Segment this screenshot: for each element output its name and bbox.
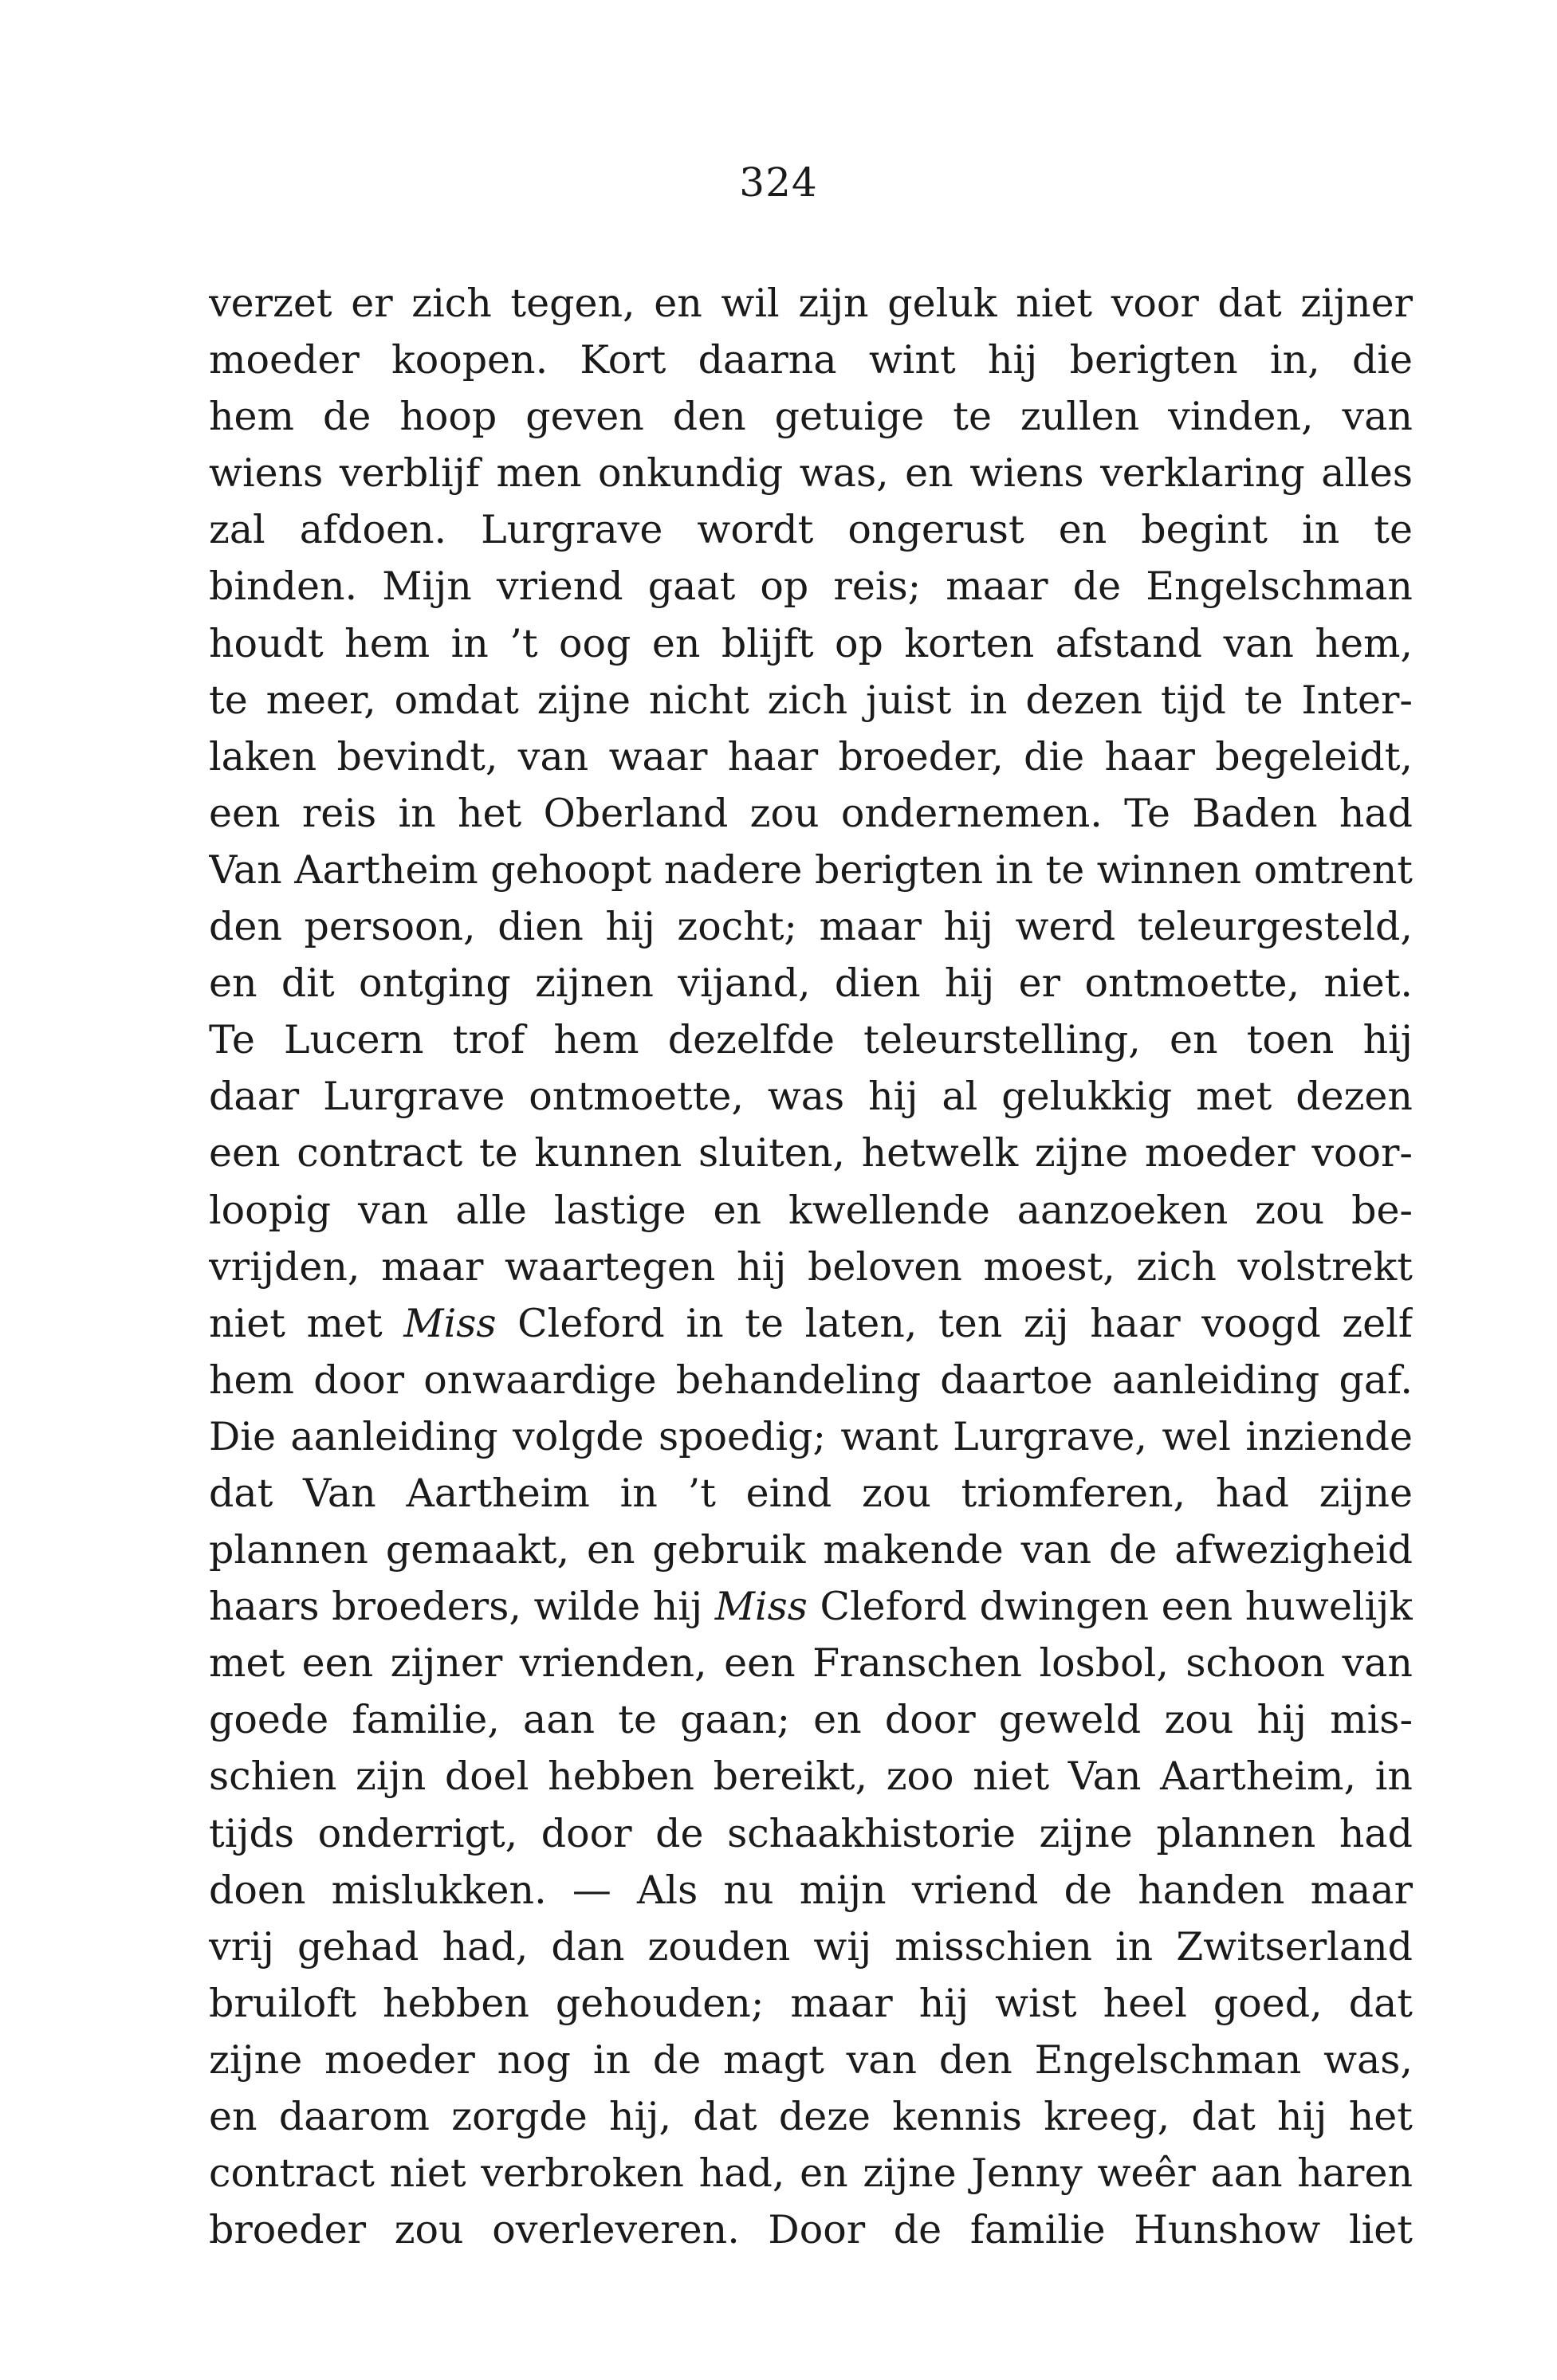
text-line: contract niet verbroken had, en zijne Jenny weêr aan haren <box>209 2150 1413 2197</box>
text-line: wiens verblijf men onkundig was, en wiens verklaring alles <box>209 450 1413 497</box>
text-line: hem de hoop geven den getuige te zullen vinden, van <box>209 394 1413 440</box>
text-line: bruiloft hebben gehouden; maar hij wist heel goed, dat <box>209 1980 1413 2026</box>
italic-word: Miss <box>403 1300 497 1346</box>
text-line: haars broeders, wilde hij Miss Cleford dwingen een huwelijk <box>209 1584 1413 1630</box>
text-line: den persoon, dien hij zocht; maar hij werd teleurgesteld, <box>209 904 1413 950</box>
text-line: en daarom zorgde hij, dat deze kennis kreeg, dat hij het <box>209 2094 1413 2139</box>
text-line: daar Lurgrave ontmoette, was hij al gelukkig met dezen <box>209 1074 1413 1120</box>
text-line: vrij gehad had, dan zouden wij misschien in Zwitserland <box>209 1923 1413 1970</box>
page-number: 324 <box>739 159 818 206</box>
text-line: moeder koopen. Kort daarna wint hij berigten in, die <box>209 337 1413 383</box>
text-line: met een zijner vrienden, een Franschen losbol, schoon van <box>209 1640 1413 1687</box>
text-line: laken bevindt, van waar haar broeder, die haar begeleidt, <box>209 733 1413 780</box>
text-line: te meer, omdat zijne nicht zich juist in dezen tijd te Inter- <box>209 677 1413 723</box>
text-line: vrijden, maar waartegen hij beloven moest, zich volstrekt <box>209 1243 1413 1290</box>
text-line: schien zijn doel hebben bereikt, zoo niet Van Aartheim, in <box>209 1754 1413 1800</box>
text-line: niet met Miss Cleford in te laten, ten zij haar voogd zelf <box>209 1300 1413 1346</box>
text-line: Te Lucern trof hem dezelfde teleurstelling, en toen hij <box>209 1017 1413 1063</box>
text-line: Die aanleiding volgde spoedig; want Lurgrave, wel inziende <box>209 1413 1413 1459</box>
italic-word: Miss <box>714 1584 808 1630</box>
text-line: plannen gemaakt, en gebruik makende van de afwezigheid <box>209 1527 1413 1573</box>
text-line: zijne moeder nog in de magt van den Engelschman was, <box>209 2036 1413 2083</box>
text-line: dat Van Aartheim in ’t eind zou triomferen, had zijne <box>209 1470 1413 1516</box>
body-text <box>209 275 1413 2258</box>
text-line: zal afdoen. Lurgrave wordt ongerust en begint in te <box>209 507 1413 553</box>
text-line: een reis in het Oberland zou ondernemen. Te Baden had <box>209 790 1413 836</box>
text-line: en dit ontging zijnen vijand, dien hij er ontmoette, niet. <box>209 960 1413 1007</box>
text-line: Van Aartheim gehoopt nadere berigten in te winnen omtrent <box>209 846 1413 893</box>
text-line: goede familie, aan te gaan; en door geweld zou hij mis- <box>209 1697 1413 1743</box>
text-line: loopig van alle lastige en kwellende aanzoeken zou be- <box>209 1187 1413 1233</box>
text-line: hem door onwaardige behandeling daartoe aanleiding gaf. <box>209 1357 1413 1403</box>
text-line: een contract te kunnen sluiten, hetwelk zijne moeder voor- <box>209 1130 1413 1176</box>
text-line: verzet er zich tegen, en wil zijn geluk niet voor dat zijner <box>209 281 1413 326</box>
text-line: binden. Mijn vriend gaat op reis; maar de Engelschman <box>209 564 1413 610</box>
text-line: tijds onderrigt, door de schaakhistorie zijne plannen had <box>209 1810 1413 1856</box>
text-line: houdt hem in ’t oog en blijft op korten afstand van hem, <box>209 620 1413 666</box>
text-line: broeder zou overleveren. Door de familie Hunshow liet <box>209 2207 1413 2253</box>
text-line: doen mislukken. — Als nu mijn vriend de handen maar <box>209 1867 1413 1913</box>
